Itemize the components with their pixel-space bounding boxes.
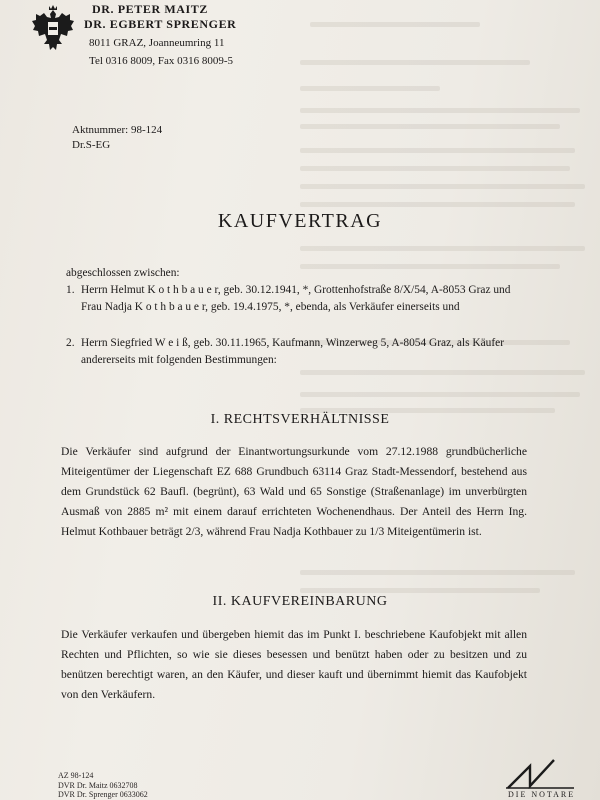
aktnummer: Aktnummer: 98-124: [72, 124, 163, 136]
party-text: Herrn Siegfried W e i ß, geb. 30.11.1965, Kaufmann, Winzerweg 5, A-8054 Graz, als Käufer andererseits mit folgenden Bestimmungen:: [81, 337, 504, 366]
document-title: KAUFVERTRAG: [217, 210, 383, 232]
notary-name-2: DR. EGBERT SPRENGER: [84, 17, 237, 31]
party-number: 2.: [66, 337, 75, 349]
notary-phone: Tel 0316 8009, Fax 0316 8009-5: [89, 55, 234, 67]
section-heading: II. KAUFVEREINBARUNG: [212, 594, 388, 609]
section-paragraph: Die Verkäufer sind aufgrund der Einantwortungsurkunde vom 27.12.1988 grundbücherliche Miteigentümer der Liegenschaft EZ 688 Grundbuch 63114 Graz Stadt-Messendorf, bestehend aus dem Grundstück 62 Baufl. (begrünt), 63 Wald und 65 Sonstige (Straßenanlage) im unverbürgten Ausmaß von 2885 m² mit einem darauf errichteten Wochenendhaus. Der Anteil des Herrn Ing. Helmut Kothbauer beträgt 2/3, während Frau Nadja Kothbauer zu 1/3 Miteigentümerin ist.: [61, 445, 527, 538]
party-item: [66, 335, 522, 369]
footer-block: [58, 771, 148, 800]
party-text: Herrn Helmut K o t h b a u e r, geb. 30.12.1941, *, Grottenhofstraße 8/X/54, A-8053 Graz und Frau Nadja K o t h b a u e r, geb. 19.4.1975, *, ebenda, als Verkäufer einerseits und: [81, 284, 511, 313]
reference-block: [72, 123, 162, 153]
section-paragraph: Die Verkäufer verkaufen und übergeben hiemit das im Punkt I. beschriebene Kaufobjekt mit allen Rechten und Pflichten, so wie sie dieses besessen und benützt haben oder zu besitzen und zu benützen berechtigt waren, an den Käufer, und dieser kauft und übernimmt hiemit das Kaufobjekt von den Verkäufern.: [61, 628, 527, 701]
section-heading: I. RECHTSVERHÄLTNISSE: [210, 412, 390, 427]
notary-name-1: DR. PETER MAITZ: [92, 2, 209, 16]
footer-line: DVR Dr. Sprenger 0633062: [58, 790, 148, 799]
reference-code: Dr.S-EG: [72, 139, 111, 151]
notary-logo-text: DIE NOTARE: [508, 790, 576, 799]
intro-text: abgeschlossen zwischen:: [66, 267, 180, 279]
party-item: [66, 282, 522, 316]
notary-address: 8011 GRAZ, Joanneumring 11: [89, 37, 225, 49]
austrian-eagle-emblem-icon: [30, 4, 76, 54]
footer-line: DVR Dr. Maitz 0632708: [58, 780, 138, 790]
footer-line: AZ 98-124: [58, 771, 94, 780]
letterhead: [84, 2, 236, 69]
party-number: 1.: [66, 284, 75, 296]
